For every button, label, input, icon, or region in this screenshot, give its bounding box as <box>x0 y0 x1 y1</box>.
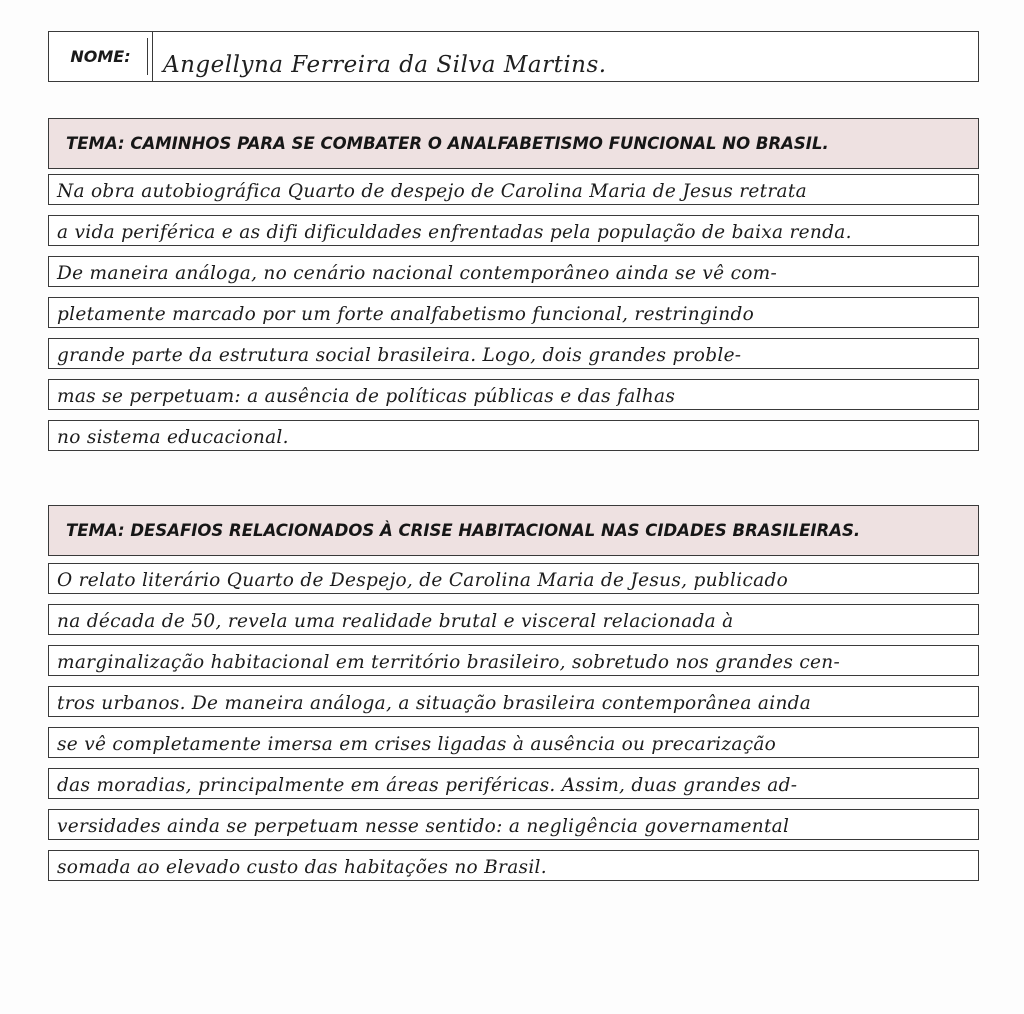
essay-line <box>48 563 979 594</box>
essay-line <box>48 809 979 840</box>
name-label: NOME: <box>49 32 153 81</box>
essay-line <box>48 645 979 676</box>
essay-line <box>48 420 979 451</box>
essay-line-text: marginalização habitacional em território brasileiro, sobretudo nos grandes cen- <box>57 652 840 673</box>
essay-line-text: Na obra autobiográfica Quarto de despejo de Carolina Maria de Jesus retrata <box>57 181 807 202</box>
essay-line-text: mas se perpetuam: a ausência de políticas públicas e das falhas <box>57 386 676 407</box>
essay-line <box>48 768 979 799</box>
essay-line-text: versidades ainda se perpetuam nesse sentido: a negligência governamental <box>57 816 790 837</box>
name-value: Angellyna Ferreira da Silva Martins. <box>163 52 607 78</box>
essay-line-text: tros urbanos. De maneira análoga, a situação brasileira contemporânea ainda <box>57 693 812 714</box>
essay-line-text: grande parte da estrutura social brasileira. Logo, dois grandes proble- <box>57 345 742 366</box>
essay-line-text: pletamente marcado por um forte analfabetismo funcional, restringindo <box>57 304 755 325</box>
essay-line-text: na década de 50, revela uma realidade brutal e visceral relacionada à <box>57 611 734 632</box>
essay-line <box>48 379 979 410</box>
essay-line-text: De maneira análoga, no cenário nacional contemporâneo ainda se vê com- <box>57 263 778 284</box>
essay-line-text: no sistema educacional. <box>57 427 289 448</box>
essay-line-text: a vida periférica e as difi dificuldades enfrentadas pela população de baixa renda. <box>57 222 852 243</box>
essay-line <box>48 297 979 328</box>
essay-line <box>48 215 979 246</box>
essay-line-text: das moradias, principalmente em áreas periféricas. Assim, duas grandes ad- <box>57 775 798 796</box>
essay-line-text: se vê completamente imersa em crises ligadas à ausência ou precarização <box>57 734 777 755</box>
essay-line <box>48 256 979 287</box>
essay-line <box>48 338 979 369</box>
name-field <box>48 31 979 82</box>
essay-line-text: somada ao elevado custo das habitações no Brasil. <box>57 857 547 878</box>
essay-line <box>48 174 979 205</box>
essay-line <box>48 686 979 717</box>
theme-header-1: TEMA: CAMINHOS PARA SE COMBATER O ANALFABETISMO FUNCIONAL NO BRASIL. <box>48 118 979 169</box>
essay-line <box>48 727 979 758</box>
essay-line <box>48 850 979 881</box>
essay-line-text: O relato literário Quarto de Despejo, de Carolina Maria de Jesus, publicado <box>57 570 789 591</box>
theme-header-2: TEMA: DESAFIOS RELACIONADOS À CRISE HABITACIONAL NAS CIDADES BRASILEIRAS. <box>48 505 979 556</box>
essay-line <box>48 604 979 635</box>
